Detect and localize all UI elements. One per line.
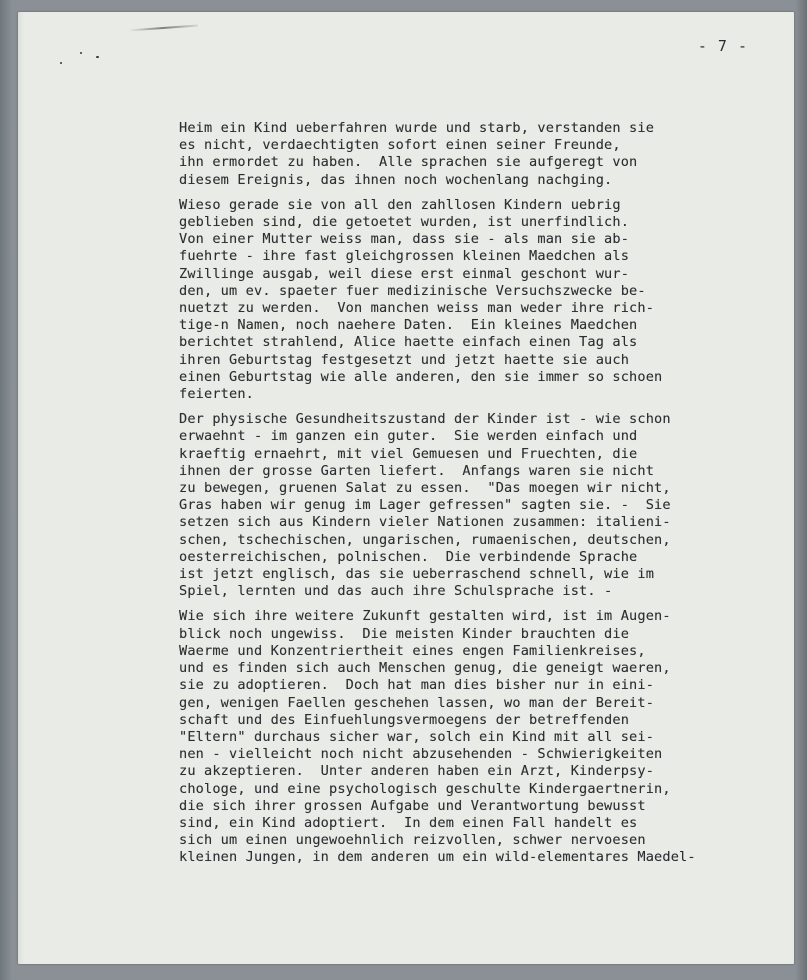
text-line: fuehrte - ihre fast gleichgrossen kleinen Maedchen als — [179, 248, 630, 265]
text-line: erwaehnt - im ganzen ein guter. Sie werden einfach und — [179, 428, 638, 445]
document-body — [179, 120, 789, 875]
text-line: nuetzt zu werden. Von manchen weiss man weder ihre rich- — [179, 300, 655, 317]
text-line: sind, ein Kind adoptiert. In dem einen Fall handelt es — [179, 814, 638, 831]
paper-speck — [60, 62, 62, 64]
paragraph — [179, 197, 789, 403]
text-line: Spiel, lernten und das auch ihre Schulsprache ist. - — [179, 583, 613, 600]
text-line: kleinen Jungen, in dem anderen um ein wild-elementares Maedel- — [179, 849, 696, 866]
text-line: Heim ein Kind ueberfahren wurde und starb, verstanden sie — [179, 120, 655, 136]
text-line: schen, tschechischen, ungarischen, rumaenischen, deutschen, — [179, 531, 671, 548]
text-line: kraeftig ernaehrt, mit viel Gemuesen und Fruechten, die — [179, 445, 638, 462]
text-line: sich um einen ungewoehnlich reizvollen, schwer nervoesen — [179, 832, 646, 849]
text-line: berichtet strahlend, Alice haette einfach einen Tag als — [179, 334, 638, 351]
paragraph — [179, 411, 789, 600]
text-line: sie zu adoptieren. Doch hat man dies bisher nur in eini- — [179, 677, 655, 694]
text-line: oesterreichischen, polnischen. Die verbindende Sprache — [179, 548, 638, 565]
paragraph — [179, 608, 789, 866]
text-line: Zwillinge ausgab, weil diese erst einmal geschont wur- — [179, 265, 630, 282]
text-line: Der physische Gesundheitszustand der Kinder ist - wie schon — [179, 411, 671, 428]
text-line: zu akzeptieren. Unter anderen haben ein Arzt, Kinderpsy- — [179, 763, 655, 780]
text-line: chologe, und eine psychologisch geschulte Kindergaertnerin, — [179, 780, 671, 797]
paper-speck — [80, 52, 82, 54]
page-number: - 7 - — [697, 37, 748, 55]
text-line: ihren Geburtstag festgesetzt und jetzt haette sie auch — [179, 351, 630, 368]
page-edge-shadow — [18, 12, 24, 964]
text-line: und es finden sich auch Menschen genug, die geneigt waeren, — [179, 660, 671, 677]
text-line: den, um ev. spaeter fuer medizinische Versuchszwecke be- — [179, 282, 646, 299]
text-line: setzen sich aus Kindern vieler Nationen zusammen: italieni- — [179, 514, 671, 531]
text-line: einen Geburtstag wie alle anderen, den sie immer so schoen — [179, 368, 663, 385]
text-line: Wie sich ihre weitere Zukunft gestalten wird, ist im Augen- — [179, 608, 671, 625]
text-line: es nicht, verdaechtigten sofort einen seiner Freunde, — [179, 137, 621, 154]
text-line: Waerme und Konzentriertheit eines engen Familienkreises, — [179, 642, 646, 659]
text-line: schaft und des Einfuehlungsvermoegens der betreffenden — [179, 711, 630, 728]
text-line: Gras haben wir genug im Lager gefressen" sagten sie. - Sie — [179, 497, 671, 514]
text-line: ist jetzt englisch, das sie ueberraschend schnell, wie im — [179, 566, 655, 583]
text-line: diesem Ereignis, das ihnen noch wochenlang nachging. — [179, 171, 613, 188]
paper-speck — [96, 56, 99, 58]
text-line: nen - vielleicht noch nicht abzusehenden - Schwierigkeiten — [179, 746, 663, 763]
text-line: "Eltern" durchaus sicher war, solch ein Kind mit all sei- — [179, 728, 655, 745]
paragraph — [179, 120, 789, 189]
text-line: tige-n Namen, noch naehere Daten. Ein kleines Maedchen — [179, 317, 638, 334]
paper-mark — [128, 25, 198, 32]
text-line: Von einer Mutter weiss man, dass sie - als man sie ab- — [179, 231, 630, 248]
text-line: die sich ihrer grossen Aufgabe und Verantwortung bewusst — [179, 797, 646, 814]
typewritten-page — [18, 12, 794, 964]
text-line: ihn ermordet zu haben. Alle sprachen sie aufgeregt von — [179, 154, 638, 171]
text-line: zu bewegen, gruenen Salat zu essen. "Das moegen wir nicht, — [179, 480, 671, 497]
text-line: blick noch ungewiss. Die meisten Kinder brauchten die — [179, 625, 630, 642]
text-line: feierten. — [179, 386, 255, 403]
text-line: Wieso gerade sie von all den zahllosen Kindern uebrig — [179, 196, 621, 213]
text-line: geblieben sind, die getoetet wurden, ist unerfindlich. — [179, 214, 630, 231]
text-line: ihnen der grosse Garten liefert. Anfangs waren sie nicht — [179, 462, 655, 479]
text-line: gen, wenigen Faellen geschehen lassen, wo man der Bereit- — [179, 694, 655, 711]
